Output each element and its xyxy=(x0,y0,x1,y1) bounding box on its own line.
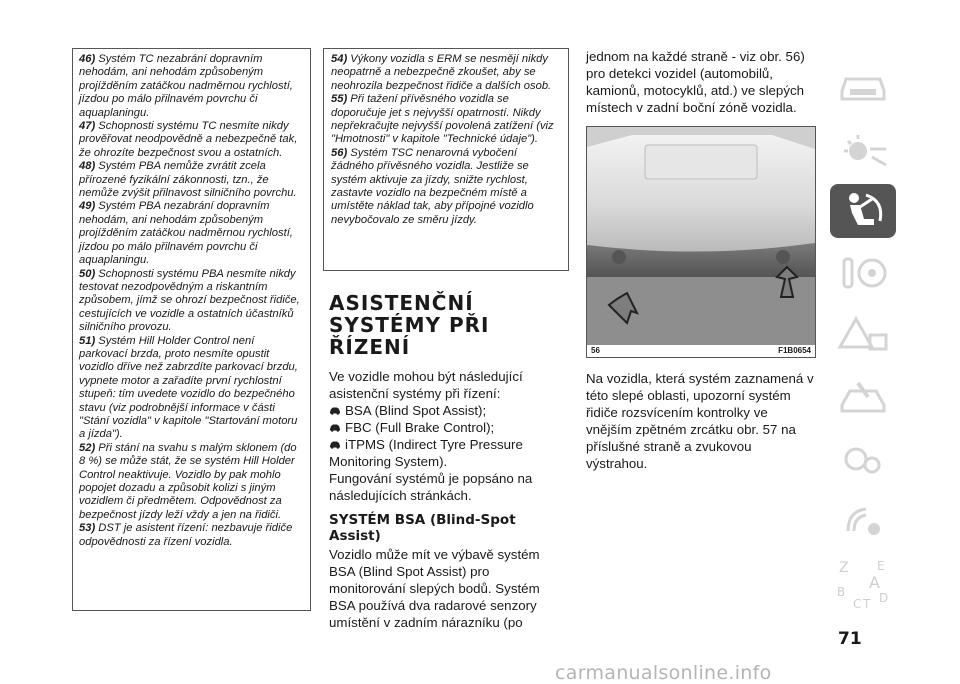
note-number: 52) xyxy=(79,441,96,454)
intro-paragraph: Ve vozidle mohou být následující asistenční systémy při řízení: xyxy=(329,369,523,401)
warning-note xyxy=(79,53,305,120)
wrench-car-icon xyxy=(836,377,890,417)
notes-list-2 xyxy=(331,53,562,227)
heading-line: SYSTÉMY PŘI xyxy=(329,313,490,337)
index-letter: T xyxy=(863,597,871,610)
chapter-sidebar xyxy=(830,60,900,618)
heading-line: ŘÍZENÍ xyxy=(329,335,411,359)
warning-note xyxy=(79,120,305,160)
lights-icon xyxy=(836,129,890,169)
note-number: 51) xyxy=(79,334,96,347)
bullet-item xyxy=(329,436,565,453)
alphabet-index-icon xyxy=(833,556,893,610)
warning-note xyxy=(331,93,562,147)
warning-note xyxy=(79,200,305,267)
ignition-key-icon xyxy=(836,253,890,293)
bsa-paragraph: Vozidlo může mít ve výbavě systém BSA (Blind Spot Assist) pro monitorování slepých bodů. Systém BSA používá dva radarové senzory umístění v zadním nárazníku (po xyxy=(329,547,540,630)
index-letter: E xyxy=(877,559,885,573)
index-letter: C xyxy=(853,597,862,610)
warning-note xyxy=(79,335,305,442)
car-bullet-icon xyxy=(329,423,341,432)
tab-ignition[interactable] xyxy=(830,246,896,300)
car-bullet-icon xyxy=(329,406,341,415)
tab-lights[interactable] xyxy=(830,122,896,176)
notes-list xyxy=(79,53,305,549)
note-text: Schopnosti systému TC nesmíte nikdy prověřovat neodpovědně a nebezpečně tak, že ohrozíte bezpečnost svou a ostatních. xyxy=(79,120,298,159)
bullet-item xyxy=(329,402,565,419)
bullet-text: iTPMS (Indirect Tyre Pressure xyxy=(345,437,523,452)
page-number: 71 xyxy=(838,629,862,649)
note-number: 55) xyxy=(331,93,348,106)
bullet-continuation: Monitoring System). xyxy=(329,454,448,469)
seat-safety-icon xyxy=(836,189,890,233)
note-text: Schopnosti systému PBA nesmíte nikdy testovat nezodpovědným a riskantním způsobem, jímž se ohrozí bezpečnost řidiče, cestujících ve vozidle a ostatních účastníků silničního provozu. xyxy=(79,267,300,334)
figure-number: 56 xyxy=(591,346,600,355)
car-rear-illustration xyxy=(587,127,815,345)
tab-safety[interactable] xyxy=(830,184,896,238)
note-number: 54) xyxy=(331,53,348,65)
note-text: Při stání na svahu s malým sklonem (do 8 %) se může stát, že se systém Hill Holder Control neaktivuje. Vozidlo by pak mohlo popojet dozadu a způsobit kolizi s jiným vozidlem či předmětem. Odpovědnost za bezpečnost jízdy leží vždy a jen na řidiči. xyxy=(79,441,297,521)
note-text: Při tažení přívěsného vozidla se doporučuje jet s nejvyšší opatrností. Nikdy nepřekračujte nejvyšší povolená zatížení (viz "Hmotnosti" v kapitole "Technické údaje"). xyxy=(331,93,554,146)
warning-triangle-icon xyxy=(836,315,890,355)
figure-56 xyxy=(586,126,816,358)
bsa-subheading: SYSTÉM BSA (Blind-Spot Assist) xyxy=(329,512,516,544)
warning-notes-box xyxy=(72,48,311,611)
heading-line: ASISTENČNÍ xyxy=(329,291,474,315)
warning-note xyxy=(79,160,305,200)
tab-emergency[interactable] xyxy=(830,308,896,362)
tab-specs[interactable] xyxy=(830,432,896,486)
bullet-item xyxy=(329,419,565,436)
note-text: Systém PBA nemůže zvrátit zcela přírozené fyzikální zákonnosti, tzn., že nemůže zvýšit přilnavost silničního povrchu. xyxy=(79,160,297,200)
note-number: 56) xyxy=(331,146,348,159)
warning-note xyxy=(79,442,305,522)
note-text: Systém TC nezabrání dopravním nehodám, ani nehodám způsobeným projížděním zatáčkou nadměrnou rychlostí, jízdou po málo přilnavém povrchu či aquaplaningu. xyxy=(79,53,293,119)
warning-note xyxy=(79,522,305,549)
note-text: Systém Hill Holder Control není parkovací brzda, proto nesmíte opustit vozidlo dříve než zabrzdíte parkovací brzdu, vypnete motor a zařadíte první rychlostní stupeň: tím uvedete vozidlo do bezpečného stavu (viz podrobnější informace v části "Stání vozidla" v kapitole "Startování motoru a jízda"). xyxy=(79,334,298,441)
figure-code: F1B0654 xyxy=(778,346,811,355)
outro-paragraph: Fungování systémů je popsáno na následujících stránkách. xyxy=(329,471,533,503)
bullet-text: BSA (Blind Spot Assist); xyxy=(345,403,487,418)
watermark: carmanualsonline.info xyxy=(555,662,772,684)
note-number: 50) xyxy=(79,267,96,280)
bsa-paragraph-cont: jednom na každé straně - viz obr. 56) pro detekci vozidel (automobilů, kamionů, motocyklů, atd.) ve slepých místech v zadní boční zóně vozidla. xyxy=(586,49,805,115)
warning-note xyxy=(79,268,305,335)
tab-maintenance[interactable] xyxy=(830,370,896,424)
index-letter: Z xyxy=(839,560,849,576)
car-rear-photo xyxy=(587,127,815,345)
note-number: 48) xyxy=(79,160,96,173)
note-text: DST je asistent řízení: nezbavuje řidiče odpovědnosti za řízení vozidla. xyxy=(79,522,293,548)
multimedia-icon xyxy=(836,501,890,541)
driver-assist-section xyxy=(323,278,569,631)
note-text: Systém PBA nezabrání dopravním nehodám, ani nehodám způsobeným projížděním zatáčkou nadměrnou rychlostí, jízdou po málo přilnavém povrchu či aquaplaningu. xyxy=(79,200,293,267)
warning-note xyxy=(331,53,562,93)
bsa-continued xyxy=(580,48,820,472)
index-letter: D xyxy=(879,591,889,605)
section-heading xyxy=(329,292,565,358)
note-number: 49) xyxy=(79,200,96,213)
note-number: 53) xyxy=(79,522,96,535)
index-letter: B xyxy=(837,585,846,599)
bsa-alert-paragraph: Na vozidla, která systém zaznamená v této slepé oblasti, upozorní systém řidiče rozsvícením kontrolky ve vnějším zpětném zrcátku obr. 57 na příslušné straně a zvukovou výstrahou. xyxy=(586,371,814,471)
note-text: Výkony vozidla s ERM se nesmějí nikdy neopatrně a nebezpečně zkoušet, aby se neohrozila bezpečnost řidiče a dalších osob. xyxy=(331,53,552,92)
note-number: 47) xyxy=(79,120,96,133)
index-letter: A xyxy=(869,573,880,592)
note-text: Systém TSC nenarovná vybočení žádného přívěsného vozidla. Jestliže se systém aktivuje za jízdy, snižte rychlost, zastavte vozidlo na bezpečném místě a umístěte náklad tak, aby přípojné vozidlo nevybočovalo ze směru jízdy. xyxy=(331,146,534,226)
bullet-text: FBC (Full Brake Control); xyxy=(345,420,495,435)
warning-notes-box-2 xyxy=(323,48,569,271)
note-number: 46) xyxy=(79,53,96,65)
specs-icon xyxy=(836,439,890,479)
tab-index[interactable] xyxy=(830,556,896,610)
car-bullet-icon xyxy=(329,440,341,449)
tab-dashboard[interactable] xyxy=(830,60,896,114)
car-dashboard-icon xyxy=(836,67,890,107)
tab-multimedia[interactable] xyxy=(830,494,896,548)
warning-note xyxy=(331,147,562,227)
